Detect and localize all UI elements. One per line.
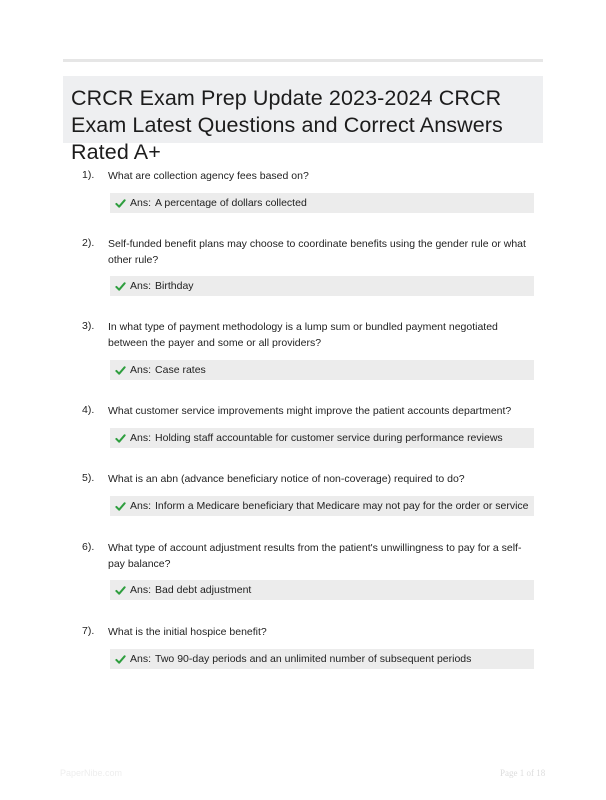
title-box [63, 76, 543, 164]
question-number: 4). [82, 404, 95, 416]
question-text: In what type of payment methodology is a lump sum or bundled payment negotiated between the payer and some or all providers? [108, 321, 498, 349]
question-number: 2). [82, 237, 95, 249]
question-text: What customer service improvements might improve the patient accounts department? [108, 405, 512, 417]
answer-box [110, 496, 534, 516]
top-rule [63, 59, 543, 62]
checkmark-icon [115, 281, 126, 292]
question-text: What is the initial hospice benefit? [108, 626, 267, 638]
answer-text: Case rates [155, 364, 206, 376]
answer-prefix: Ans: [130, 653, 152, 665]
footer-page-number: Page 1 of 18 [500, 768, 546, 778]
question-text: What type of account adjustment results from the patient's unwillingness to pay for a self-pay balance? [108, 542, 522, 570]
answer-box [110, 580, 534, 600]
answer-text: Two 90-day periods and an unlimited number of subsequent periods [155, 653, 472, 665]
answer-prefix: Ans: [130, 280, 152, 292]
answer-prefix: Ans: [130, 364, 152, 376]
answer-text: Holding staff accountable for customer service during performance reviews [155, 432, 503, 444]
answer-box [110, 360, 534, 380]
answer-text: Bad debt adjustment [155, 584, 252, 596]
question-number: 3). [82, 320, 95, 332]
answer-text: A percentage of dollars collected [155, 197, 307, 209]
question-text: What are collection agency fees based on? [108, 170, 309, 182]
question-text: What is an abn (advance beneficiary notice of non-coverage) required to do? [108, 473, 465, 485]
question-number: 5). [82, 472, 95, 484]
answer-box [110, 428, 534, 448]
document-title: CRCR Exam Prep Update 2023-2024 CRCR Exam Latest Questions and Correct Answers Rated A+ [71, 86, 503, 164]
question-number: 6). [82, 541, 95, 553]
question-number: 1). [82, 169, 95, 181]
checkmark-icon [115, 501, 126, 512]
checkmark-icon [115, 433, 126, 444]
answer-box [110, 649, 534, 669]
answer-prefix: Ans: [130, 432, 152, 444]
answer-text: Birthday [155, 280, 194, 292]
answer-prefix: Ans: [130, 584, 152, 596]
question-number: 7). [82, 625, 95, 637]
answer-prefix: Ans: [130, 500, 152, 512]
checkmark-icon [115, 198, 126, 209]
answer-box [110, 276, 534, 296]
checkmark-icon [115, 365, 126, 376]
checkmark-icon [115, 585, 126, 596]
checkmark-icon [115, 654, 126, 665]
answer-text: Inform a Medicare beneficiary that Medicare may not pay for the order or service [155, 500, 529, 512]
answer-box [110, 193, 534, 213]
footer-site: PaperNibe.com [60, 768, 123, 778]
question-text: Self-funded benefit plans may choose to coordinate benefits using the gender rule or what other rule? [108, 238, 526, 266]
answer-prefix: Ans: [130, 197, 152, 209]
